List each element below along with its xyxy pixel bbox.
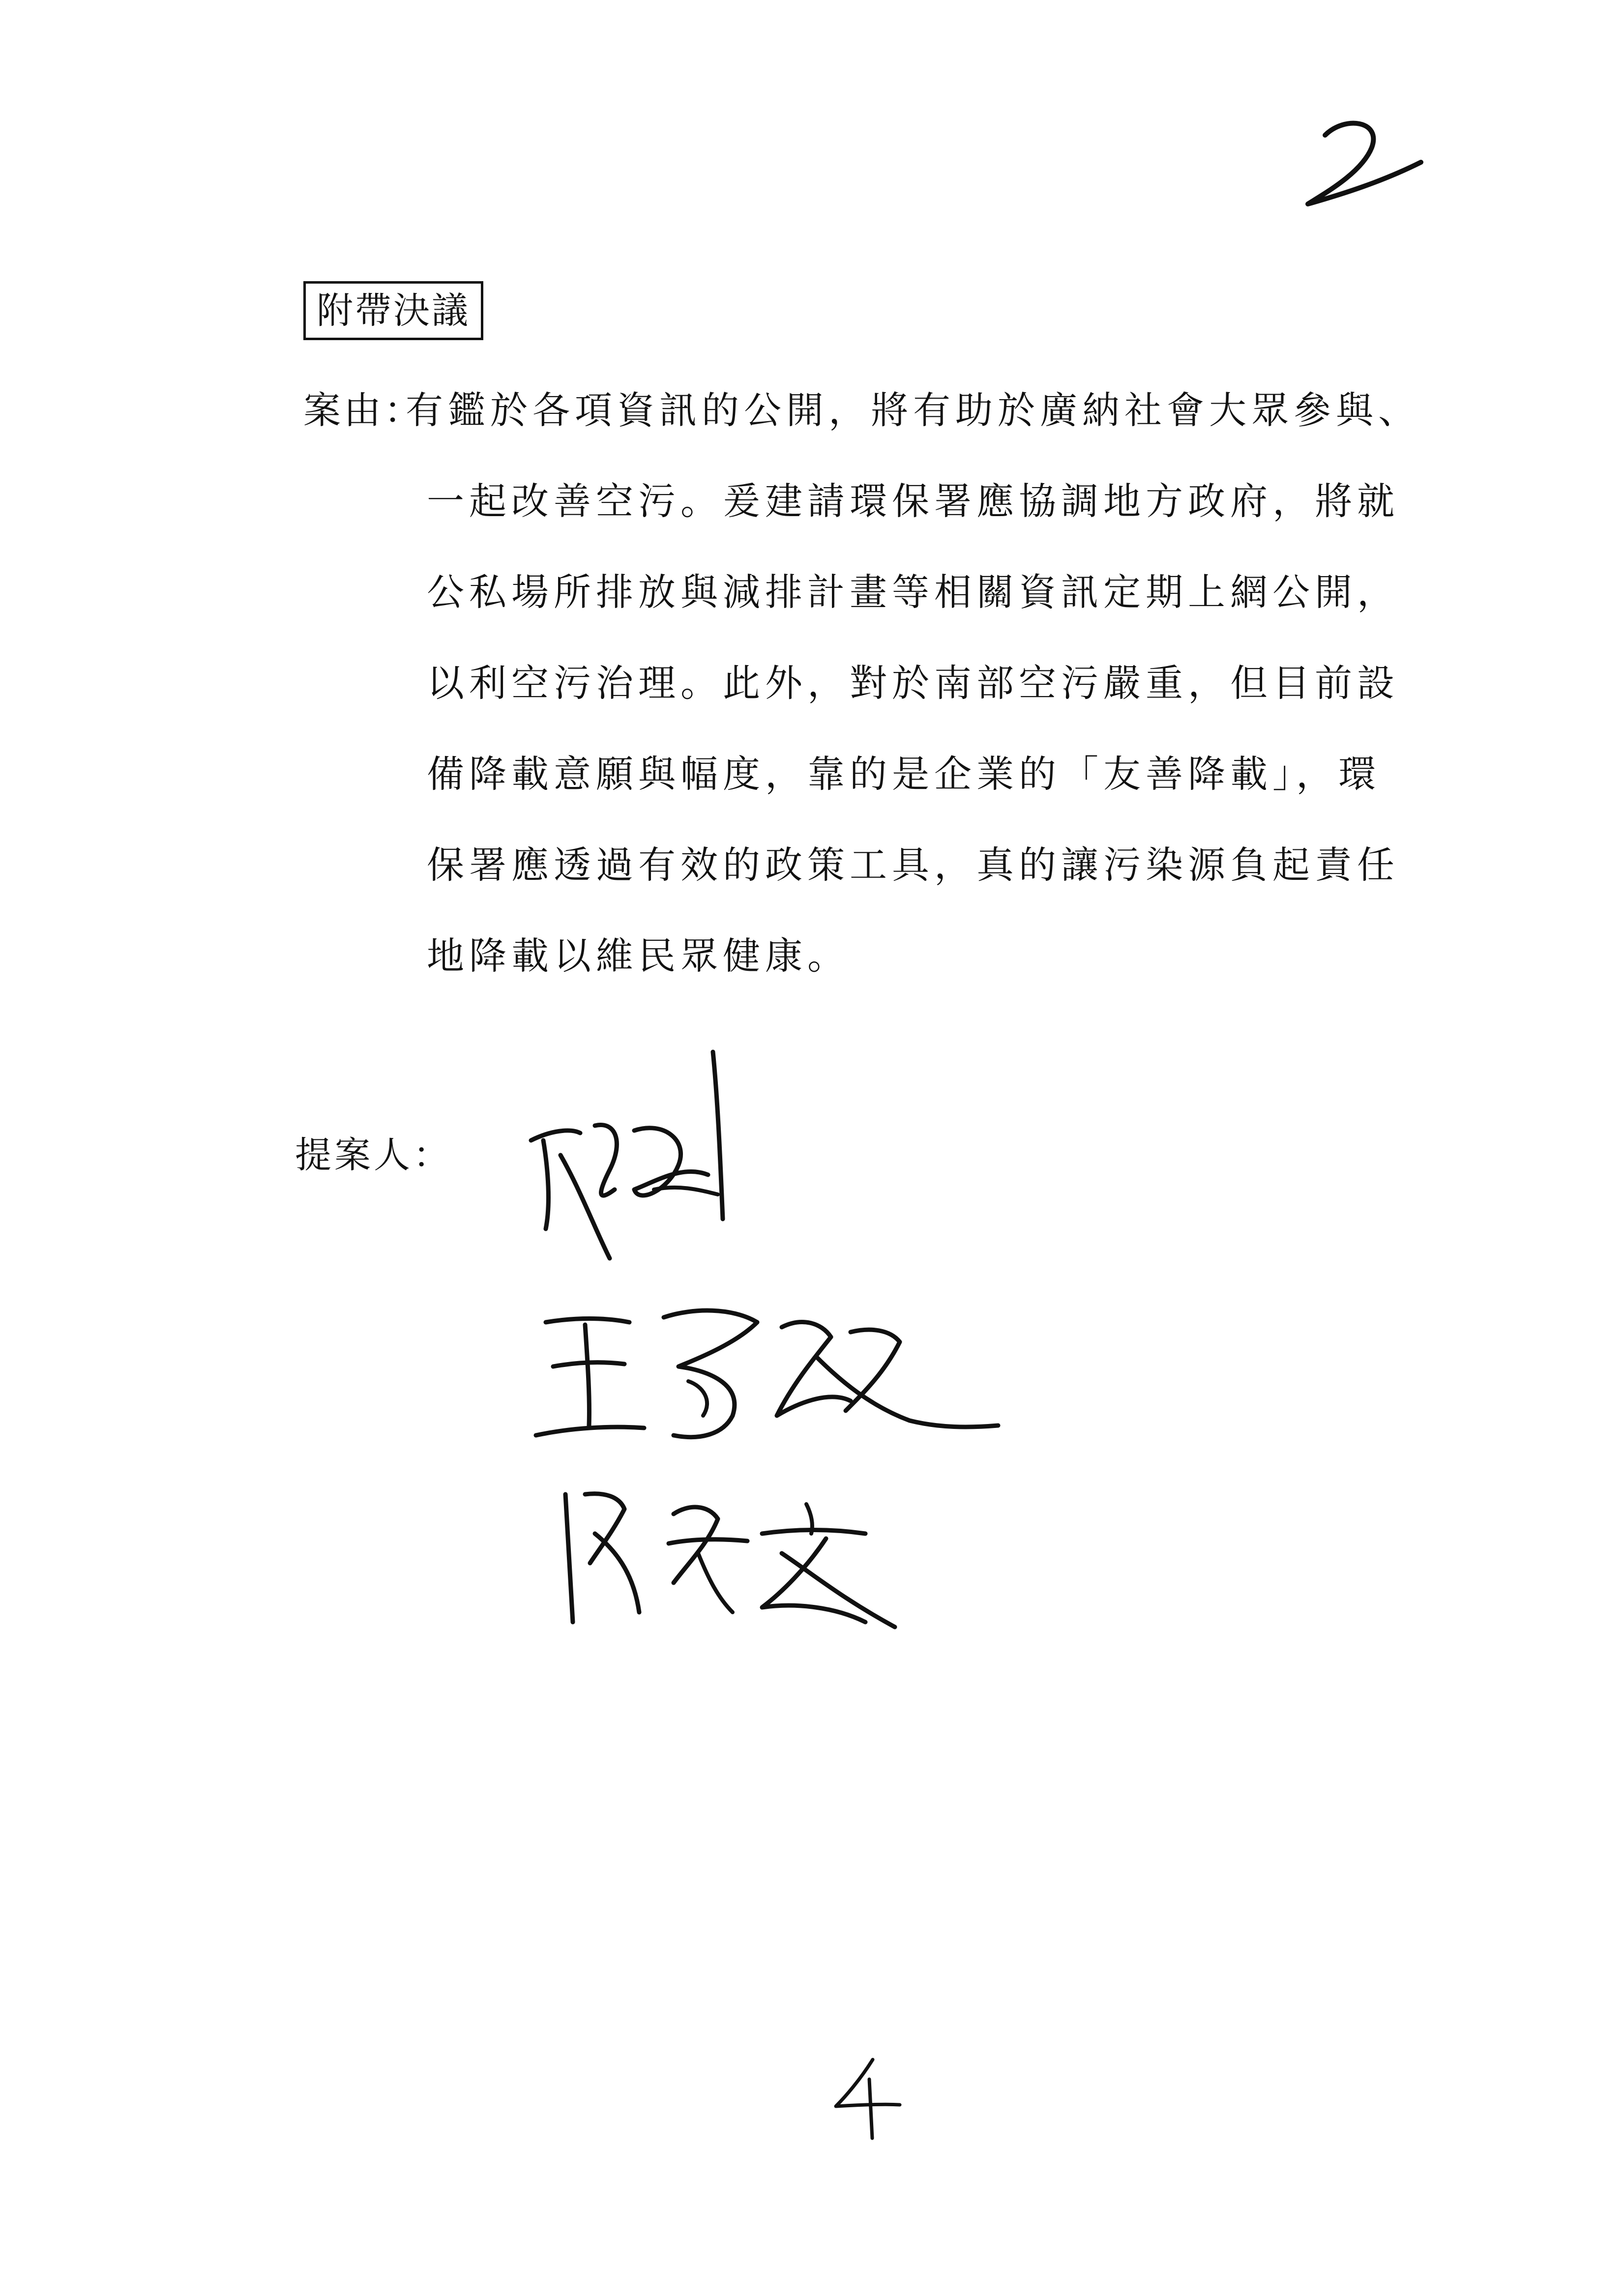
reason-line-4: 以利空污治理。此外，對於南部空污嚴重，但目前設 xyxy=(427,661,1399,705)
resolution-heading: 附帶決議 xyxy=(303,281,483,340)
signature-3 xyxy=(551,1475,905,1642)
reason-line-7: 地降載以維民眾健康。 xyxy=(427,934,850,978)
handwritten-page-mark xyxy=(1298,108,1426,216)
reason-line-1: 有鑑於各項資訊的公開，將有助於廣納社會大眾參與、 xyxy=(406,388,1420,432)
proposer-label: 提案人： xyxy=(295,1134,452,1176)
page-number xyxy=(826,2050,905,2143)
signature-2 xyxy=(526,1288,1008,1465)
reason-label: 案由： xyxy=(303,388,424,432)
signature-1 xyxy=(521,1042,747,1278)
reason-line-3: 公私場所排放與減排計畫等相關資訊定期上網公開， xyxy=(427,570,1399,614)
reason-line-5: 備降載意願與幅度，靠的是企業的「友善降載」，環 xyxy=(427,752,1381,796)
reason-line-2: 一起改善空污。爰建請環保署應協調地方政府，將就 xyxy=(427,479,1399,523)
reason-line-6: 保署應透過有效的政策工具，真的讓污染源負起責任 xyxy=(427,843,1399,887)
